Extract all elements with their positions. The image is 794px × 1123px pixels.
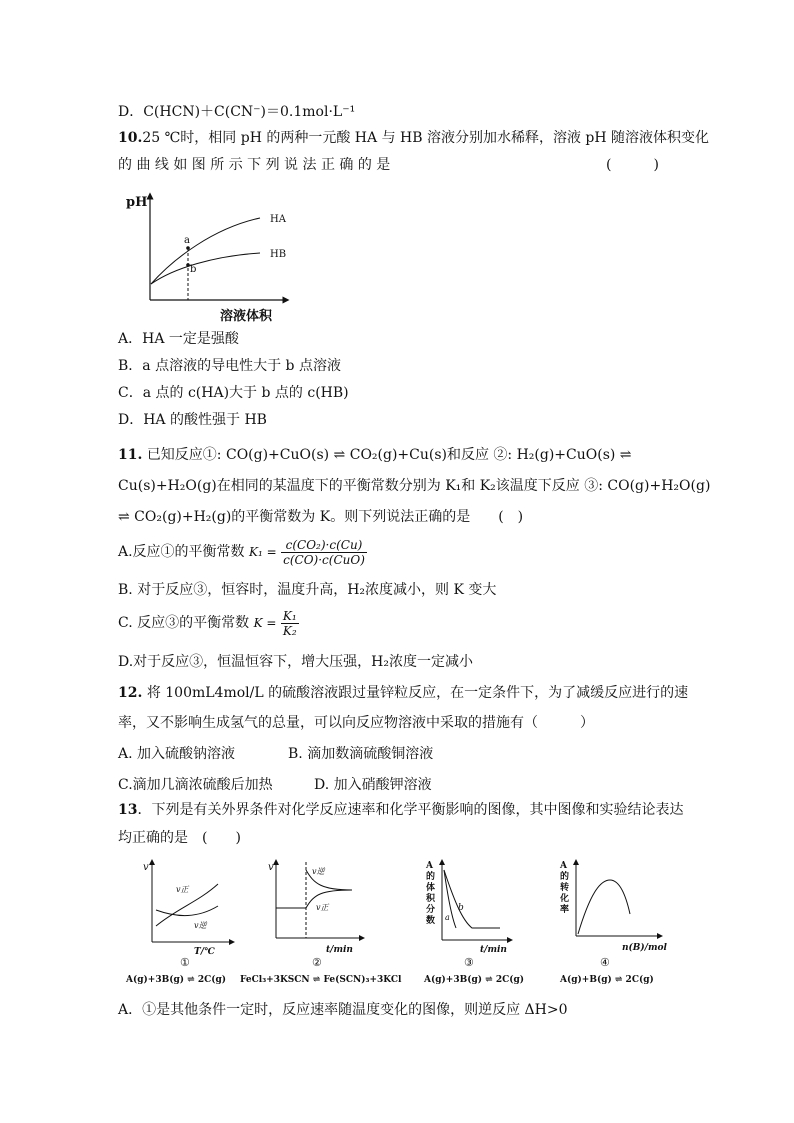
q13-g3-curve-b: [444, 870, 500, 928]
q10-ylabel: pH: [126, 195, 148, 210]
q11-stem-line1: [118, 445, 632, 465]
q13-option-a: A．①是其他条件一定时，反应速率随温度变化的图像，则逆反应 ΔH>0: [118, 1002, 568, 1018]
q11-option-a: [118, 535, 367, 569]
q13-g1-xlabel: T/℃: [194, 947, 215, 957]
q13-graph-4: [556, 858, 668, 986]
q12-stem1: 将 100mL4mol/L 的硫酸溶液跟过量锌粒反应，在一定条件下，为了减缓反应进行的速: [146, 685, 689, 701]
q13-g2-ylabel: v: [268, 862, 274, 873]
q10-xlabel: 溶液体积: [220, 309, 273, 324]
q10-point-a: [186, 246, 190, 250]
q12-number: 12.: [118, 685, 143, 701]
q13-stem1: ．下列是有关外界条件对化学反应速率和化学平衡影响的图像，其中图像和实验结论表达: [137, 802, 684, 818]
q11-option-c: [118, 606, 299, 640]
svg-text:积: 积: [426, 894, 436, 904]
q13-graph-3: [420, 858, 525, 986]
q10-label-hb: HB: [270, 249, 287, 260]
q13-g2-xlabel: t/min: [326, 945, 353, 955]
q13-g2-curve-forward: [306, 890, 352, 908]
q13-graph-1: [126, 858, 238, 986]
q12-option-c: C.滴加几滴浓硫酸后加热: [118, 777, 273, 793]
svg-text:数: 数: [426, 916, 436, 926]
q13-g2-label1: v逆: [312, 867, 325, 876]
q13-g4-curve: [578, 880, 630, 934]
q10-option-a: A．HA 一定是强酸: [118, 331, 239, 347]
q11-k-symbol: K =: [253, 616, 277, 630]
q13-g3-id: ③: [464, 956, 474, 969]
svg-text:化: 化: [560, 894, 570, 904]
q11-k1-symbol: K₁ =: [249, 545, 277, 559]
q11-stem-line3: ⇌ CO₂(g)+H₂(g)的平衡常数为 K。则下列说法正确的是 ( ): [118, 509, 524, 525]
q10-stem-line1: [118, 128, 709, 148]
svg-text:率: 率: [560, 905, 570, 915]
q13-g3-label-b: b: [458, 903, 464, 913]
q13-g4-ylabel: [559, 861, 569, 915]
q10-stem-line2: 的 曲 线 如 图 所 示 下 列 说 法 正 确 的 是: [118, 157, 391, 173]
q13-stem-line1: [118, 800, 683, 820]
q13-g2-equation: FeCl₃+3KSCN ⇌ Fe(SCN)₃+3KCl: [240, 975, 402, 985]
q11-k-numerator: K₁: [282, 608, 297, 623]
q13-g3-label-a: a: [445, 913, 450, 922]
svg-text:的: 的: [426, 872, 436, 882]
q10-label-a: a: [184, 235, 190, 246]
q13-g1-label1: v正: [176, 885, 189, 894]
q13-g1-ylabel: v: [143, 862, 149, 873]
q11-k1-fraction: [281, 538, 367, 567]
q13-g4-equation: A(g)+B(g) ⇌ 2C(g): [560, 975, 654, 985]
svg-text:A: A: [426, 861, 433, 871]
q13-g3-xlabel: t/min: [480, 945, 507, 955]
svg-text:分: 分: [426, 905, 436, 915]
svg-text:体: 体: [426, 883, 436, 893]
q10-option-c: C．a 点的 c(HA)大于 b 点的 c(HB): [118, 385, 349, 401]
q12-option-a: A. 加入硫酸钠溶液: [118, 746, 236, 762]
q13-g1-curve-reverse: [156, 906, 218, 916]
q10-option-b: B．a 点溶液的导电性大于 b 点溶液: [118, 358, 341, 374]
q12-option-b: B. 滴加数滴硫酸铜溶液: [288, 746, 434, 762]
q13-g1-equation: A(g)+3B(g) ⇌ 2C(g): [126, 975, 227, 985]
q10-option-d: D．HA 的酸性强于 HB: [118, 412, 267, 428]
q11-k-fraction: [281, 609, 299, 638]
q12-stem-line2: 率，又不影响生成氢气的总量，可以向反应物溶液中采取的措施有（ ）: [118, 715, 594, 731]
q11-k-denominator: K₂: [282, 623, 297, 638]
q11-k1-numerator: c(CO₂)·c(Cu): [281, 538, 367, 553]
svg-text:转: 转: [560, 883, 570, 893]
q10-label-ha: HA: [270, 214, 286, 225]
q11-option-b: B. 对于反应③，恒容时，温度升高，H₂浓度减小，则 K 变大: [118, 582, 497, 598]
q13-g3-equation: A(g)+3B(g) ⇌ 2C(g): [424, 975, 525, 985]
q11-number: 11.: [118, 447, 143, 463]
q12-option-d: D. 加入硝酸钾溶液: [314, 777, 432, 793]
q10-label-b: b: [190, 264, 197, 275]
q10-curve-hb: [151, 253, 260, 284]
q13-g1-id: ①: [180, 956, 190, 969]
q10-stem1: 25 ℃时，相同 pH 的两种一元酸 HA 与 HB 溶液分别加水稀释，溶液 pH 随溶液体积变化: [142, 130, 710, 146]
q11-option-c-text: C. 反应③的平衡常数: [118, 615, 250, 631]
svg-text:A: A: [560, 861, 567, 871]
svg-text:的: 的: [560, 872, 570, 882]
q9-option-d: D．C(HCN)＋C(CN⁻)＝0.1mol·L⁻¹: [118, 104, 356, 120]
q10-number: 10.: [118, 130, 143, 146]
q10-ph-graph: [124, 190, 294, 324]
q13-g3-ylabel: [425, 861, 436, 926]
q10-answer-paren: ( ): [606, 157, 659, 173]
q13-graph-2: [240, 858, 402, 986]
q11-stem-line2: Cu(s)+H₂O(g)在相同的某温度下的平衡常数分别为 K₁和 K₂该温度下反应 ③: CO(g)+H₂O(g): [118, 478, 711, 494]
q11-k1-denominator: c(CO)·c(CuO): [283, 552, 365, 567]
q13-g4-xlabel: n(B)/mol: [622, 943, 667, 953]
q13-stem-line2: 均正确的是 ( ): [118, 830, 241, 846]
q11-line1: 已知反应①: CO(g)+CuO(s) ⇌ CO₂(g)+Cu(s)和反应 ②: H₂(g)+CuO(s) ⇌: [146, 447, 632, 463]
q11-option-a-text: A.反应①的平衡常数: [118, 544, 245, 560]
q13-number: 13: [118, 802, 138, 818]
q13-g2-id: ②: [312, 956, 322, 969]
q13-g4-id: ④: [600, 956, 610, 969]
q13-g2-label2: v正: [316, 903, 329, 912]
q11-option-d: D.对于反应③，恒温恒容下，增大压强，H₂浓度一定减小: [118, 654, 473, 670]
q13-g1-label2: v逆: [194, 921, 207, 930]
q12-stem-line1: [118, 683, 688, 703]
